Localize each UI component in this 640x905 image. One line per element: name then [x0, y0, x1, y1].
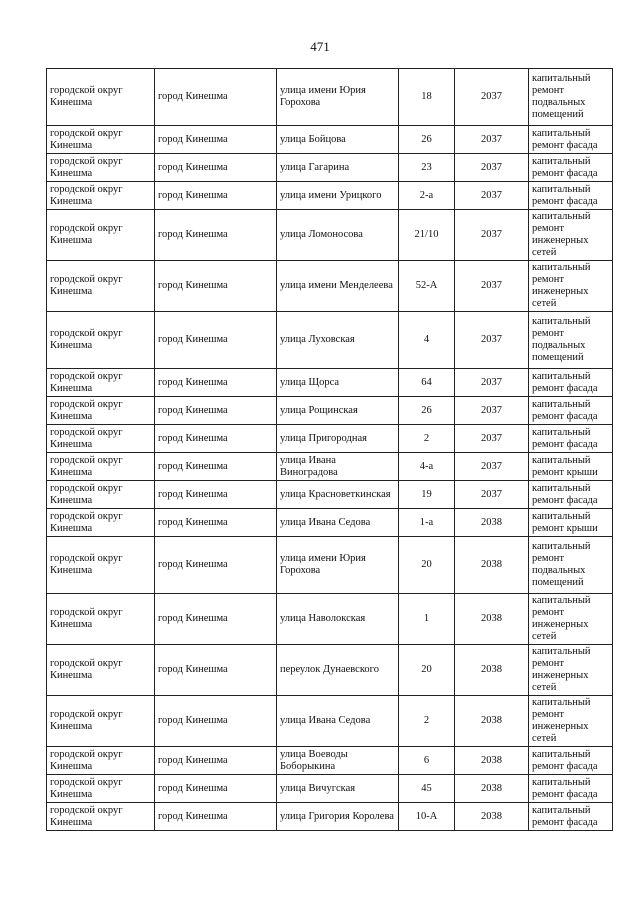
street-cell: улица Вичугская — [277, 775, 399, 803]
table-row — [47, 369, 613, 397]
street-cell: улица Бойцова — [277, 126, 399, 154]
work-type-cell: капитальный ремонт фасада — [529, 747, 613, 775]
year-cell: 2037 — [455, 154, 529, 182]
table-row — [47, 397, 613, 425]
street-cell: улица Гагарина — [277, 154, 399, 182]
district-cell: городской округ Кинешма — [47, 69, 155, 126]
house-number-cell: 1-а — [399, 509, 455, 537]
work-type-cell: капитальный ремонт фасада — [529, 803, 613, 831]
district-cell: городской округ Кинешма — [47, 126, 155, 154]
city-cell: город Кинешма — [155, 645, 277, 696]
house-number-cell: 6 — [399, 747, 455, 775]
city-cell: город Кинешма — [155, 747, 277, 775]
street-cell: улица имени Менделеева — [277, 261, 399, 312]
city-cell: город Кинешма — [155, 481, 277, 509]
city-cell: город Кинешма — [155, 775, 277, 803]
district-cell: городской округ Кинешма — [47, 481, 155, 509]
table-row — [47, 453, 613, 481]
street-cell: улица Ломоносова — [277, 210, 399, 261]
work-type-cell: капитальный ремонт фасада — [529, 369, 613, 397]
district-cell: городской округ Кинешма — [47, 210, 155, 261]
district-cell: городской округ Кинешма — [47, 369, 155, 397]
street-cell: улица Ивана Седова — [277, 696, 399, 747]
table-row — [47, 594, 613, 645]
house-number-cell: 2-а — [399, 182, 455, 210]
year-cell: 2037 — [455, 425, 529, 453]
street-cell: улица имени Урицкого — [277, 182, 399, 210]
year-cell: 2037 — [455, 397, 529, 425]
repair-schedule-table — [46, 68, 613, 831]
house-number-cell: 20 — [399, 537, 455, 594]
street-cell: улица Наволокская — [277, 594, 399, 645]
work-type-cell: капитальный ремонт инженерных сетей — [529, 594, 613, 645]
work-type-cell: капитальный ремонт подвальных помещений — [529, 312, 613, 369]
district-cell: городской округ Кинешма — [47, 594, 155, 645]
year-cell: 2038 — [455, 537, 529, 594]
work-type-cell: капитальный ремонт фасада — [529, 775, 613, 803]
year-cell: 2038 — [455, 594, 529, 645]
city-cell: город Кинешма — [155, 425, 277, 453]
street-cell: переулок Дунаевского — [277, 645, 399, 696]
house-number-cell: 10-А — [399, 803, 455, 831]
district-cell: городской округ Кинешма — [47, 645, 155, 696]
house-number-cell: 23 — [399, 154, 455, 182]
table-row — [47, 312, 613, 369]
table-row — [47, 645, 613, 696]
city-cell: город Кинешма — [155, 126, 277, 154]
work-type-cell: капитальный ремонт инженерных сетей — [529, 210, 613, 261]
house-number-cell: 20 — [399, 645, 455, 696]
year-cell: 2038 — [455, 775, 529, 803]
table-row — [47, 425, 613, 453]
page-number: 471 — [310, 39, 330, 54]
work-type-cell: капитальный ремонт фасада — [529, 481, 613, 509]
table-row — [47, 747, 613, 775]
table-row — [47, 261, 613, 312]
street-cell: улица Красноветкинская — [277, 481, 399, 509]
year-cell: 2037 — [455, 453, 529, 481]
work-type-cell: капитальный ремонт фасада — [529, 154, 613, 182]
city-cell: город Кинешма — [155, 369, 277, 397]
table-row — [47, 803, 613, 831]
year-cell: 2037 — [455, 369, 529, 397]
city-cell: город Кинешма — [155, 453, 277, 481]
city-cell: город Кинешма — [155, 312, 277, 369]
work-type-cell: капитальный ремонт инженерных сетей — [529, 261, 613, 312]
year-cell: 2038 — [455, 509, 529, 537]
city-cell: город Кинешма — [155, 803, 277, 831]
city-cell: город Кинешма — [155, 397, 277, 425]
street-cell: улица Пригородная — [277, 425, 399, 453]
district-cell: городской округ Кинешма — [47, 803, 155, 831]
house-number-cell: 2 — [399, 425, 455, 453]
district-cell: городской округ Кинешма — [47, 397, 155, 425]
year-cell: 2037 — [455, 182, 529, 210]
district-cell: городской округ Кинешма — [47, 425, 155, 453]
street-cell: улица Ивана Виноградова — [277, 453, 399, 481]
house-number-cell: 1 — [399, 594, 455, 645]
district-cell: городской округ Кинешма — [47, 312, 155, 369]
street-cell: улица Луховская — [277, 312, 399, 369]
city-cell: город Кинешма — [155, 696, 277, 747]
district-cell: городской округ Кинешма — [47, 509, 155, 537]
table-row — [47, 509, 613, 537]
year-cell: 2037 — [455, 69, 529, 126]
district-cell: городской округ Кинешма — [47, 537, 155, 594]
district-cell: городской округ Кинешма — [47, 696, 155, 747]
street-cell: улица Григория Королева — [277, 803, 399, 831]
work-type-cell: капитальный ремонт крыши — [529, 453, 613, 481]
street-cell: улица Воеводы Боборыкина — [277, 747, 399, 775]
table-row — [47, 696, 613, 747]
street-cell: улица Щорса — [277, 369, 399, 397]
work-type-cell: капитальный ремонт фасада — [529, 397, 613, 425]
table-body — [47, 69, 613, 831]
city-cell: город Кинешма — [155, 69, 277, 126]
house-number-cell: 45 — [399, 775, 455, 803]
district-cell: городской округ Кинешма — [47, 453, 155, 481]
house-number-cell: 26 — [399, 397, 455, 425]
street-cell: улица имени Юрия Горохова — [277, 537, 399, 594]
house-number-cell: 19 — [399, 481, 455, 509]
work-type-cell: капитальный ремонт фасада — [529, 425, 613, 453]
year-cell: 2037 — [455, 481, 529, 509]
year-cell: 2038 — [455, 645, 529, 696]
house-number-cell: 52-А — [399, 261, 455, 312]
city-cell: город Кинешма — [155, 594, 277, 645]
year-cell: 2038 — [455, 803, 529, 831]
house-number-cell: 21/10 — [399, 210, 455, 261]
city-cell: город Кинешма — [155, 182, 277, 210]
work-type-cell: капитальный ремонт фасада — [529, 126, 613, 154]
work-type-cell: капитальный ремонт инженерных сетей — [529, 696, 613, 747]
city-cell: город Кинешма — [155, 537, 277, 594]
table-row — [47, 126, 613, 154]
district-cell: городской округ Кинешма — [47, 747, 155, 775]
street-cell: улица Рощинская — [277, 397, 399, 425]
table-row — [47, 210, 613, 261]
district-cell: городской округ Кинешма — [47, 154, 155, 182]
house-number-cell: 18 — [399, 69, 455, 126]
city-cell: город Кинешма — [155, 210, 277, 261]
table-row — [47, 775, 613, 803]
work-type-cell: капитальный ремонт подвальных помещений — [529, 69, 613, 126]
table-row — [47, 182, 613, 210]
district-cell: городской округ Кинешма — [47, 182, 155, 210]
city-cell: город Кинешма — [155, 509, 277, 537]
house-number-cell: 2 — [399, 696, 455, 747]
house-number-cell: 4-а — [399, 453, 455, 481]
table-row — [47, 69, 613, 126]
work-type-cell: капитальный ремонт подвальных помещений — [529, 537, 613, 594]
year-cell: 2037 — [455, 312, 529, 369]
work-type-cell: капитальный ремонт фасада — [529, 182, 613, 210]
house-number-cell: 64 — [399, 369, 455, 397]
year-cell: 2038 — [455, 747, 529, 775]
street-cell: улица Ивана Седова — [277, 509, 399, 537]
table-row — [47, 154, 613, 182]
work-type-cell: капитальный ремонт инженерных сетей — [529, 645, 613, 696]
year-cell: 2037 — [455, 261, 529, 312]
district-cell: городской округ Кинешма — [47, 775, 155, 803]
city-cell: город Кинешма — [155, 154, 277, 182]
work-type-cell: капитальный ремонт крыши — [529, 509, 613, 537]
year-cell: 2037 — [455, 126, 529, 154]
table-row — [47, 481, 613, 509]
house-number-cell: 4 — [399, 312, 455, 369]
year-cell: 2037 — [455, 210, 529, 261]
year-cell: 2038 — [455, 696, 529, 747]
house-number-cell: 26 — [399, 126, 455, 154]
city-cell: город Кинешма — [155, 261, 277, 312]
table-row — [47, 537, 613, 594]
street-cell: улица имени Юрия Горохова — [277, 69, 399, 126]
district-cell: городской округ Кинешма — [47, 261, 155, 312]
